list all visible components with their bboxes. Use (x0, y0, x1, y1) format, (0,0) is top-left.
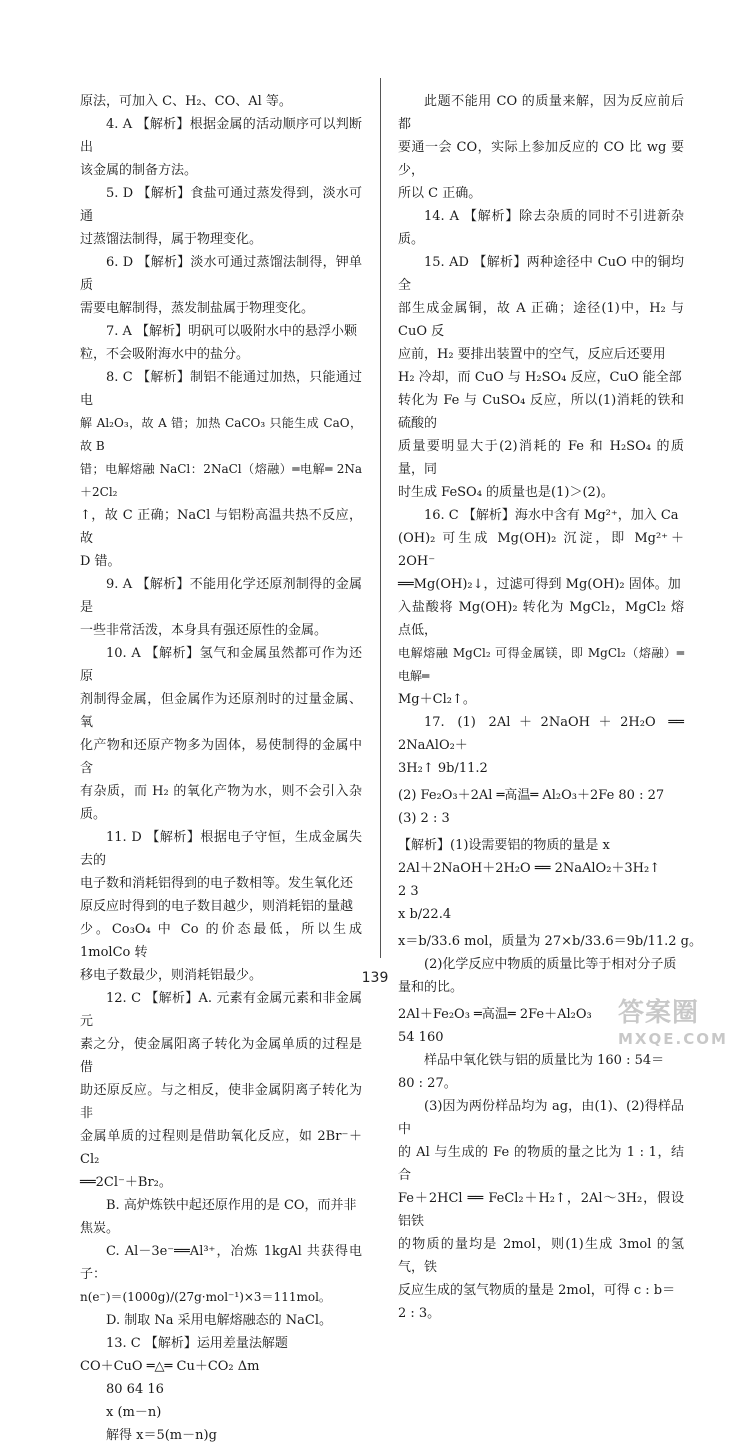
text-line: 10. A 【解析】氢气和金属虽然都可作为还原 (80, 646, 362, 684)
text-line: 电子数和消耗铝得到的电子数相等。发生氧化还 (80, 876, 354, 891)
text-line: 6. D 【解析】淡水可通过蒸馏法制得，钾单质 (80, 255, 362, 293)
equation-line: 2 3 (398, 884, 419, 899)
text-line: 2 : 3。 (398, 1306, 441, 1321)
text-line: 解得 x＝5(m－n)g (106, 1428, 217, 1443)
equation-line: CO＋CuO ═△═ Cu＋CO₂ Δm (80, 1359, 260, 1374)
equation-line: 54 160 (398, 1030, 444, 1045)
text-line: (2)化学反应中物质的质量比等于相对分子质 (424, 957, 677, 972)
text-line: 需要电解制得，蒸发制盐属于物理变化。 (80, 301, 315, 316)
left-column (80, 90, 362, 1447)
equation-line: 80 64 16 (106, 1382, 164, 1397)
text-line: 粒，不会吸附海水中的盐分。 (80, 347, 250, 362)
watermark-url: MXQE.COM (618, 1030, 728, 1048)
text-line: 9. A 【解析】不能用化学还原剂制得的金属是 (80, 577, 362, 615)
analysis-heading: 【解析】(1)设需要铝的物质的量是 x (398, 838, 610, 853)
text-line: 样品中氧化铁与铝的质量比为 160 : 54＝ (424, 1053, 665, 1068)
text-line: ↑，故 C 正确；NaCl 与铝粉高温共热不反应，故 (80, 508, 362, 546)
text-line: 该金属的制备方法。 (80, 163, 198, 178)
text-line: 有杂质，而 H₂ 的氧化产物为水，则不会引入杂质。 (80, 784, 362, 822)
text-line: 剂制得金属，但金属作为还原剂时的过量金属、氧 (80, 692, 362, 730)
text-line: 时生成 FeSO₄ 的质量也是(1)＞(2)。 (398, 485, 614, 500)
equation-line: 17. (1) 2Al＋2NaOH＋2H₂O ══ 2NaAlO₂＋ (398, 715, 684, 753)
text-line: 原反应时得到的电子数目越少，则消耗铝的量越 (80, 899, 354, 914)
column-divider (380, 78, 381, 958)
equation-line: 2Al＋Fe₂O₃ ═高温═ 2Fe＋Al₂O₃ (398, 1007, 592, 1022)
text-line: Mg＋Cl₂↑。 (398, 692, 476, 707)
text-line: 要通一会 CO，实际上参加反应的 CO 比 wg 要少， (398, 140, 684, 178)
text-line: 的物质的量均是 2mol，则(1)生成 3mol 的氢气，铁 (398, 1237, 684, 1275)
text-line: 12. C 【解析】A. 元素有金属元素和非金属元 (80, 991, 362, 1029)
text-line: 错；电解熔融 NaCl：2NaCl（熔融）═电解═ 2Na＋2Cl₂ (80, 462, 362, 499)
text-line: 应前，H₂ 要排出装置中的空气，反应后还要用 (398, 347, 666, 362)
text-line: 焦炭。 (80, 1221, 120, 1236)
answer-line: (3) 2 : 3 (398, 811, 450, 826)
equation-line: n(e⁻)＝(1000g)/(27g·mol⁻¹)×3＝111mol。 (80, 1290, 331, 1304)
text-line: 入盐酸将 Mg(OH)₂ 转化为 MgCl₂，MgCl₂ 熔点低， (398, 600, 684, 638)
text-line: 移电子数最少，则消耗铝最少。 (80, 968, 263, 983)
equation-line: (2) Fe₂O₃＋2Al ═高温═ Al₂O₃＋2Fe 80 : 27 (398, 788, 665, 803)
text-line: 的 Al 与生成的 Fe 的物质的量之比为 1 : 1，结合 (398, 1145, 684, 1183)
text-line: 解 Al₂O₃，故 A 错；加热 CaCO₃ 只能生成 CaO，故 B (80, 416, 362, 453)
watermark-title: 答案圈 (618, 998, 700, 1028)
text-line: 一些非常活泼，本身具有强还原性的金属。 (80, 623, 328, 638)
text-line: 80 : 27。 (398, 1076, 457, 1091)
text-line: 素之分，使金属阳离子转化为金属单质的过程是借 (80, 1037, 362, 1075)
equation-line: 2Al＋2NaOH＋2H₂O ══ 2NaAlO₂＋3H₂↑ (398, 861, 661, 876)
text-line: 反应生成的氢气物质的量是 2mol，可得 c : b＝ (398, 1283, 676, 1298)
text-line: 7. A 【解析】明矾可以吸附水中的悬浮小颗 (106, 324, 358, 339)
text-line: 14. A 【解析】除去杂质的同时不引进新杂质。 (398, 209, 684, 247)
text-line: 13. C 【解析】运用差量法解题 (106, 1336, 288, 1351)
right-column (398, 90, 703, 1325)
text-line: C. Al－3e⁻══Al³⁺，冶炼 1kgAl 共获得电子： (80, 1244, 362, 1282)
text-line: 16. C 【解析】海水中含有 Mg²⁺，加入 Ca (424, 508, 679, 523)
text-line: 电解熔融 MgCl₂ 可得金属镁，即 MgCl₂（熔融）═电解═ (398, 646, 684, 683)
text-line: 质量要明显大于(2)消耗的 Fe 和 H₂SO₄ 的质量，同 (398, 439, 684, 477)
text-line: 4. A 【解析】根据金属的活动顺序可以判断出 (80, 117, 362, 155)
page-number: 139 (361, 970, 389, 986)
text-line: (OH)₂ 可生成 Mg(OH)₂ 沉淀，即 Mg²⁺＋2OH⁻ (398, 531, 684, 569)
text-line: ══2Cl⁻＋Br₂。 (80, 1175, 172, 1190)
text-line: 金属单质的过程则是借助氧化反应，如 2Br⁻＋Cl₂ (80, 1129, 362, 1167)
text-line: 化产物和还原产物多为固体，易使制得的金属中含 (80, 738, 362, 776)
text-line: 15. AD 【解析】两种途径中 CuO 中的铜均全 (398, 255, 684, 293)
text-line: 部生成金属铜，故 A 正确；途径(1)中，H₂ 与 CuO 反 (398, 301, 684, 339)
text-line: (3)因为两份样品均为 ag，由(1)、(2)得样品中 (398, 1099, 684, 1137)
text-line: ══Mg(OH)₂↓，过滤可得到 Mg(OH)₂ 固体。加 (398, 577, 681, 592)
text-line: 11. D 【解析】根据电子守恒，生成金属失去的 (80, 830, 362, 868)
equation-line: x (m－n) (106, 1405, 162, 1420)
equation-line: 3H₂↑ 9b/11.2 (398, 761, 488, 776)
text-line: H₂ 冷却，而 CuO 与 H₂SO₄ 反应，CuO 能全部 (398, 370, 682, 385)
text-line: 5. D 【解析】食盐可通过蒸发得到，淡水可通 (80, 186, 362, 224)
text-line: D 错。 (80, 554, 121, 569)
text-line: 量和的比。 (398, 980, 464, 995)
text-line: D. 制取 Na 采用电解熔融态的 NaCl。 (106, 1313, 332, 1328)
equation-line: x＝b/33.6 mol，质量为 27×b/33.6＝9b/11.2 g。 (398, 934, 703, 949)
text-line: B. 高炉炼铁中起还原作用的是 CO，而并非 (106, 1198, 357, 1213)
text-line: 助还原反应。与之相反，使非金属阴离子转化为非 (80, 1083, 362, 1121)
text-line: 原法，可加入 C、H₂、CO、Al 等。 (80, 94, 292, 109)
text-line: 转化为 Fe 与 CuSO₄ 反应，所以(1)消耗的铁和硫酸的 (398, 393, 684, 431)
watermark-logo (618, 996, 740, 1060)
text-line: 所以 C 正确。 (398, 186, 482, 201)
text-line: 8. C 【解析】制铝不能通过加热，只能通过电 (80, 370, 362, 408)
text-line: 少。Co₃O₄ 中 Co 的价态最低，所以生成 1molCo 转 (80, 922, 362, 960)
text-line: 过蒸馏法制得，属于物理变化。 (80, 232, 263, 247)
text-line: 此题不能用 CO 的质量来解，因为反应前后都 (398, 94, 684, 132)
text-line: Fe＋2HCl ══ FeCl₂＋H₂↑，2Al～3H₂，假设铝铁 (398, 1191, 684, 1229)
equation-line: x b/22.4 (398, 907, 452, 922)
